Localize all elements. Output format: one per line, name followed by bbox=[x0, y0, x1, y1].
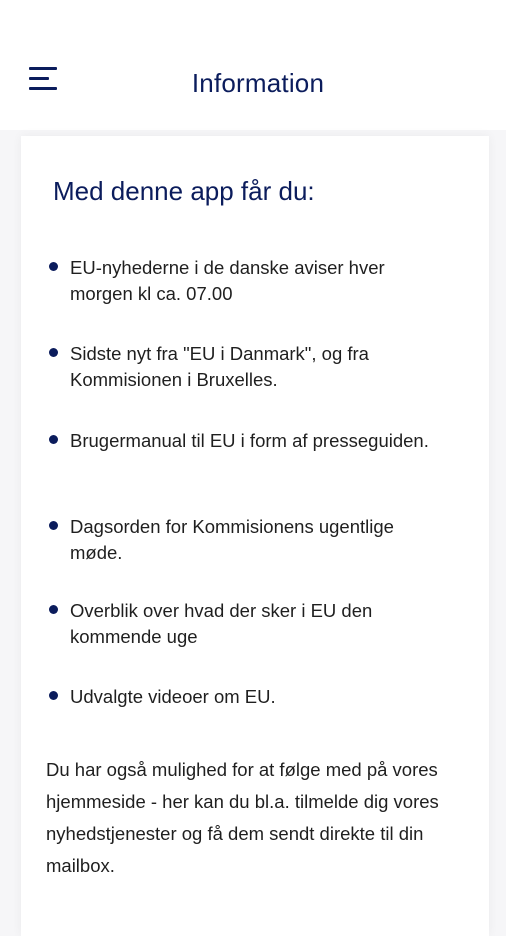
bullet-icon bbox=[49, 691, 58, 700]
list-item-text: Sidste nyt fra "EU i Danmark", og fra Kommisionen i Bruxelles. bbox=[70, 343, 369, 390]
page-title: Information bbox=[191, 68, 325, 98]
list-item-text: Brugermanual til EU i form af presseguiden. bbox=[70, 430, 429, 451]
app-header bbox=[0, 0, 506, 130]
info-card bbox=[21, 136, 489, 936]
bullet-icon bbox=[49, 348, 58, 357]
list-item-text: Overblik over hvad der sker i EU den kommende uge bbox=[70, 600, 373, 647]
list-item-text: Dagsorden for Kommisionens ugentlige møde. bbox=[70, 516, 394, 563]
website-info-text: Du har også mulighed for at følge med på vores hjemmeside - her kan du bl.a. tilmelde dig vores nyhedstjenester og få dem sendt direkte til din mailbox. bbox=[46, 759, 439, 876]
bullet-icon bbox=[49, 435, 58, 444]
bullet-icon bbox=[49, 262, 58, 271]
bullet-icon bbox=[49, 605, 58, 614]
list-item-text: Udvalgte videoer om EU. bbox=[70, 686, 276, 707]
list-item-text: EU-nyhederne i de danske aviser hver morgen kl ca. 07.00 bbox=[70, 257, 385, 304]
bullet-icon bbox=[49, 521, 58, 530]
card-heading: Med denne app får du: bbox=[53, 176, 315, 206]
